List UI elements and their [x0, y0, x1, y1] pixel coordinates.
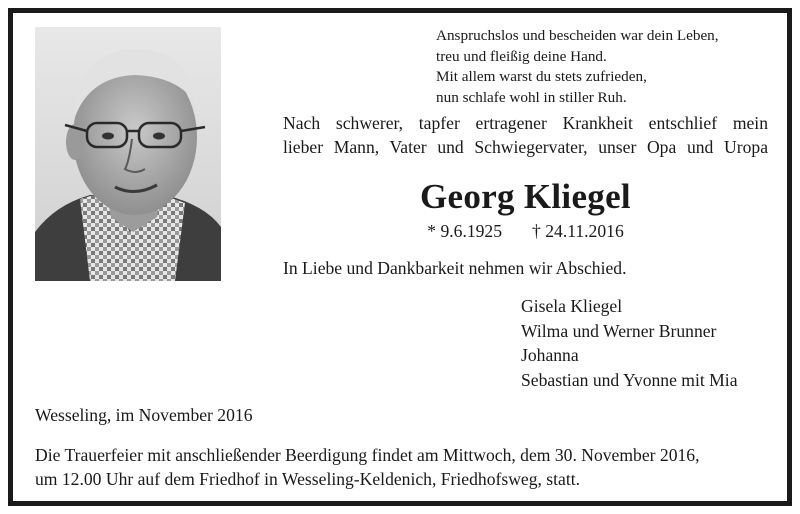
- funeral-line: Die Trauerfeier mit anschließender Beerdigung findet am Mittwoch, dem 30. November 2016,: [35, 445, 700, 465]
- birth-date: * 9.6.1925: [427, 221, 503, 241]
- poem-line: treu und fleißig deine Hand.: [436, 47, 607, 65]
- poem-line: Anspruchslos und bescheiden war dein Leben,: [436, 27, 719, 44]
- portrait-photo: [35, 27, 221, 281]
- funeral-info: [35, 443, 770, 491]
- family-member: Wilma und Werner Brunner: [521, 320, 717, 341]
- family-member: Gisela Kliegel: [521, 296, 623, 316]
- funeral-line: um 12.00 Uhr auf dem Friedhof in Wesseling-Keldenich, Friedhofsweg, statt.: [35, 469, 581, 489]
- intro-line: lieber Mann, Vater und Schwiegervater, unser Opa und Uropa: [283, 137, 768, 157]
- poem-line: Mit allem warst du stets zufrieden,: [436, 68, 647, 85]
- poem-line: nun schlafe wohl in stiller Ruh.: [436, 88, 627, 106]
- portrait-image: [35, 27, 221, 281]
- obituary-notice: [8, 8, 792, 506]
- poem: [436, 26, 719, 108]
- family-member: Johanna: [521, 345, 579, 365]
- farewell-text: In Liebe und Dankbarkeit nehmen wir Abschied.: [283, 258, 627, 278]
- deceased-name: Georg Kliegel: [420, 177, 631, 216]
- life-dates: [283, 220, 768, 242]
- family-member: Sebastian und Yvonne mit Mia: [521, 369, 738, 390]
- death-date: † 24.11.2016: [532, 221, 624, 241]
- family-list: [521, 294, 738, 392]
- intro-line: Nach schwerer, tapfer ertragener Krankheit entschlief mein: [283, 113, 768, 133]
- intro-text: [283, 111, 768, 159]
- place-and-date: Wesseling, im November 2016: [35, 405, 253, 425]
